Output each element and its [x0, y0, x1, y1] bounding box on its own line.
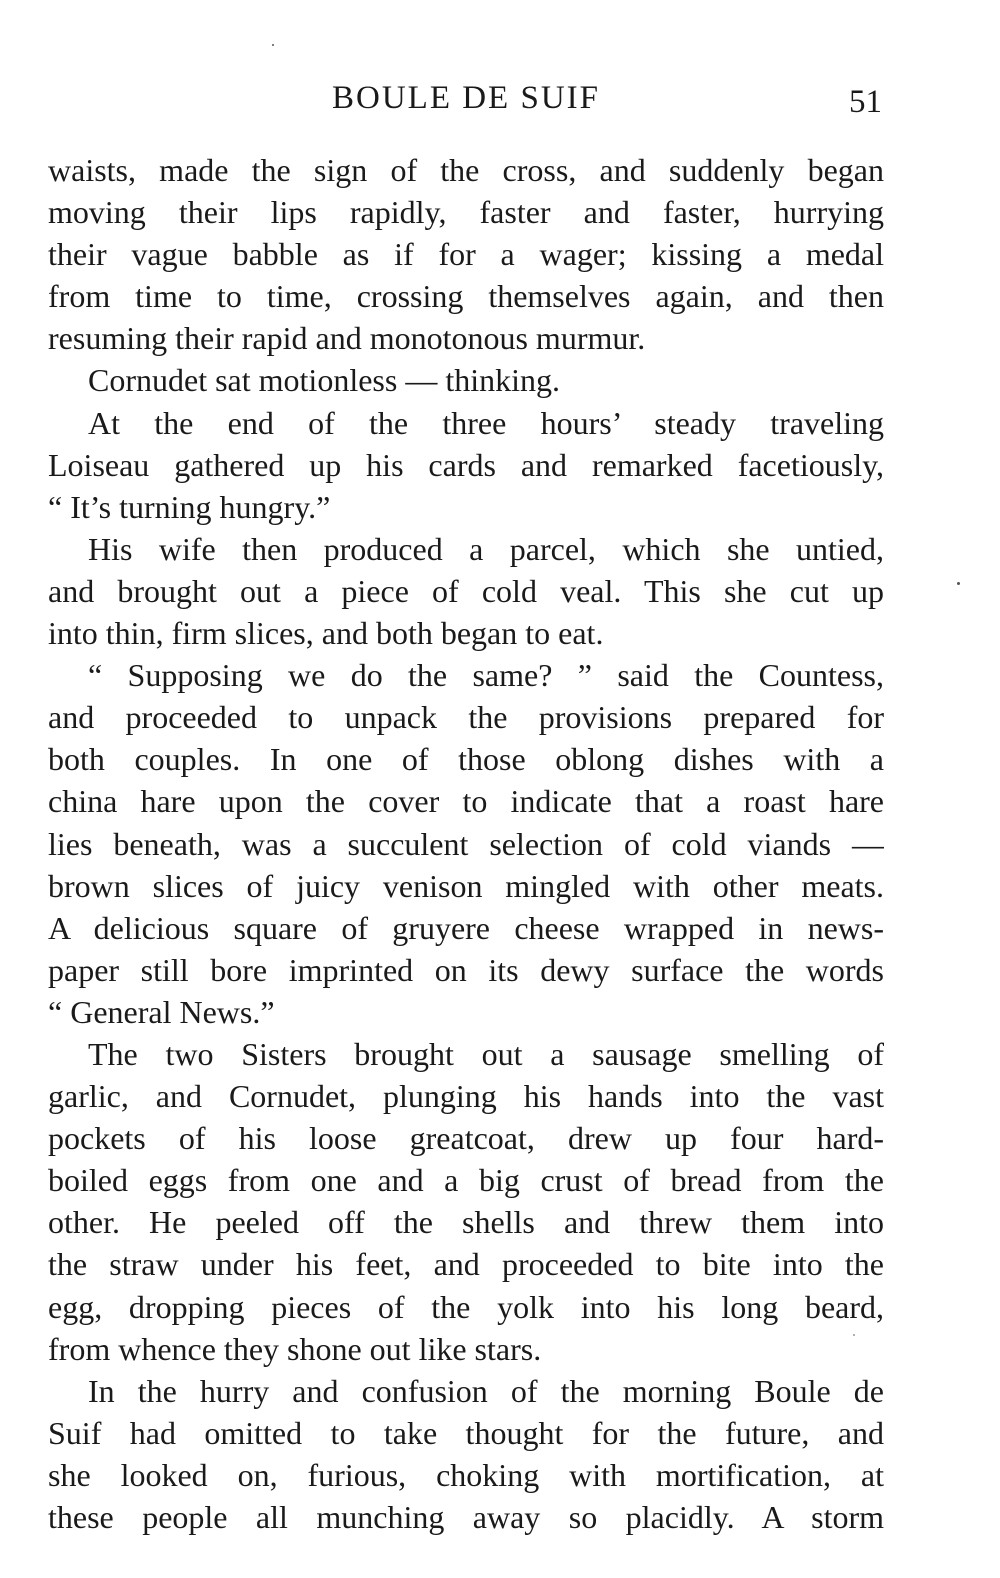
print-speck [957, 582, 960, 585]
text-line: garlic, and Cornudet, plunging his hands into the vast [48, 1078, 884, 1115]
text-line: “ Supposing we do the same? ” said the Countess, [88, 657, 884, 694]
text-line: brown slices of juicy venison mingled with other meats. [48, 867, 884, 904]
text-line: Cornudet sat motionless — thinking. [88, 362, 560, 399]
text-line: waists, made the sign of the cross, and suddenly began [48, 152, 884, 188]
text-line: from whence they shone out like stars. [48, 1330, 542, 1367]
text-line: pockets of his loose greatcoat, drew up four hard- [48, 1120, 884, 1157]
text-line: both couples. In one of those oblong dishes with a [48, 741, 884, 778]
text-line: moving their lips rapidly, faster and faster, hurrying [48, 194, 884, 231]
page-number: 51 [849, 84, 882, 120]
text-line: paper still bore imprinted on its dewy surface the words [48, 951, 884, 988]
text-line: into thin, firm slices, and both began to eat. [48, 615, 604, 652]
text-line: these people all munching away so placidly. A storm [48, 1499, 884, 1535]
text-line: Suif had omitted to take thought for the future, and [48, 1414, 884, 1451]
running-title: BOULE DE SUIF [331, 80, 600, 116]
text-line: boiled eggs from one and a big crust of bread from the [48, 1162, 884, 1199]
text-line: His wife then produced a parcel, which she untied, [88, 530, 884, 567]
body-text [48, 149, 884, 1538]
text-line: the straw under his feet, and proceeded to bite into the [48, 1246, 884, 1283]
text-line: from time to time, crossing themselves again, and then [48, 278, 884, 315]
text-line: “ It’s turning hungry.” [48, 488, 331, 525]
text-line: Loiseau gathered up his cards and remarked facetiously, [48, 446, 884, 483]
text-line: The two Sisters brought out a sausage smelling of [88, 1035, 884, 1072]
text-line: and brought out a piece of cold veal. This she cut up [48, 572, 884, 609]
print-speck [272, 44, 274, 46]
text-line: In the hurry and confusion of the morning Boule de [88, 1372, 884, 1409]
text-line: egg, dropping pieces of the yolk into his long beard, [48, 1288, 884, 1325]
text-line: china hare upon the cover to indicate that a roast hare [48, 783, 884, 820]
print-speck [853, 1334, 855, 1336]
text-line: A delicious square of gruyere cheese wrapped in news- [48, 909, 884, 946]
text-line: resuming their rapid and monotonous murmur. [48, 320, 646, 357]
text-line: At the end of the three hours’ steady traveling [88, 404, 884, 441]
text-line: “ General News.” [48, 993, 275, 1030]
text-line: and proceeded to unpack the provisions prepared for [48, 699, 884, 736]
text-line: their vague babble as if for a wager; kissing a medal [48, 236, 884, 273]
page-header [48, 74, 884, 122]
text-line: other. He peeled off the shells and threw them into [48, 1204, 884, 1241]
text-line: lies beneath, was a succulent selection of cold viands — [48, 825, 884, 862]
text-line: she looked on, furious, choking with mortification, at [48, 1456, 884, 1493]
